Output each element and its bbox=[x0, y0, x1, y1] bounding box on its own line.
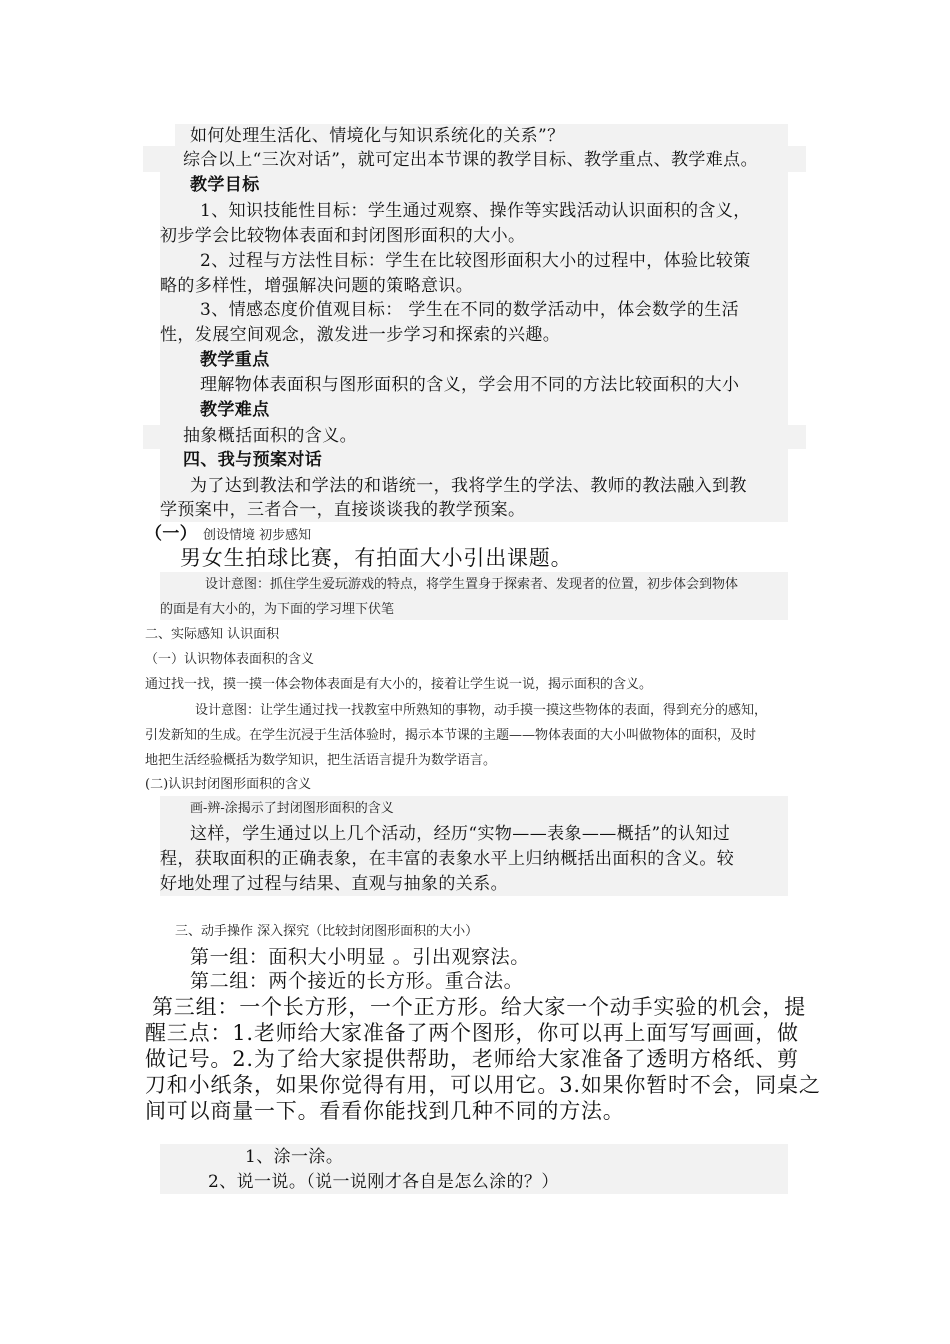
design-note: 地把生活经验概括为数学知识，把生活语言提升为数学语言。 bbox=[145, 753, 497, 768]
section-heading: 四、我与预案对话 bbox=[183, 450, 323, 470]
section-heading: 三、动手操作 深入探究（比较封闭图形面积的大小） bbox=[175, 924, 479, 939]
text-line: 2、说一说。（说一说刚才各自是怎么涂的？） bbox=[208, 1172, 559, 1192]
section-heading: 教学重点 bbox=[200, 350, 270, 370]
text-line: 做记号。2.为了给大家提供帮助，老师给大家准备了透明方格纸、剪 bbox=[145, 1047, 799, 1071]
text-line: 1、涂一涂。 bbox=[245, 1147, 344, 1167]
text-line: 通过找一找，摸一摸一体会物体表面是有大小的，接着让学生说一说，揭示面积的含义。 bbox=[145, 677, 653, 692]
section-heading: 创设情境 初步感知 bbox=[203, 528, 312, 543]
text-line: 3、情感态度价值观目标： 学生在不同的数学活动中，体会数学的生活 bbox=[200, 300, 740, 320]
text-line: 理解物体表面积与图形面积的含义，学会用不同的方法比较面积的大小 bbox=[200, 375, 740, 395]
text-line: 好地处理了过程与结果、直观与抽象的关系。 bbox=[160, 874, 508, 894]
text-line: 抽象概括面积的含义。 bbox=[183, 426, 357, 446]
text-line: 如何处理生活化、情境化与知识系统化的关系”？ bbox=[190, 126, 565, 146]
text-line: 1、知识技能性目标：学生通过观察、操作等实践活动认识面积的含义， bbox=[200, 201, 751, 221]
subsection-heading: (二)认识封闭图形面积的含义 bbox=[145, 777, 312, 792]
text-line: 画-辨-涂揭示了封闭图形面积的含义 bbox=[190, 801, 394, 816]
text-line: 综合以上“三次对话”，就可定出本节课的教学目标、教学重点、教学难点。 bbox=[183, 150, 758, 170]
design-note: 设计意图：让学生通过找一找教室中所熟知的事物，动手摸一摸这些物体的表面，得到充分的感知， bbox=[195, 703, 768, 718]
text-line: 男女生拍球比赛，有拍面大小引出课题。 bbox=[180, 546, 573, 570]
text-line: 略的多样性，增强解决问题的策略意识。 bbox=[160, 276, 474, 296]
section-heading: 教学目标 bbox=[190, 175, 260, 195]
text-line: 2、过程与方法性目标：学生在比较图形面积大小的过程中，体验比较策 bbox=[200, 251, 751, 271]
design-note: 设计意图：抓住学生爱玩游戏的特点，将学生置身于探索者、发现者的位置，初步体会到物体 bbox=[205, 577, 739, 592]
text-line: 刀和小纸条，如果你觉得有用，可以用它。3.如果你暂时不会，同桌之 bbox=[145, 1073, 821, 1097]
text-line: 性，发展空间观念，激发进一步学习和探索的兴趣。 bbox=[160, 325, 561, 345]
text-line: 学预案中，三者合一，直接谈谈我的教学预案。 bbox=[160, 500, 526, 520]
text-line: 第二组：两个接近的长方形。重合法。 bbox=[190, 970, 524, 992]
section-heading: 教学难点 bbox=[200, 400, 270, 420]
text-line: 醒三点：1.老师给大家准备了两个图形，你可以再上面写写画画，做 bbox=[145, 1021, 799, 1045]
section-heading: 二、实际感知 认识面积 bbox=[145, 627, 280, 642]
section-number: （一） bbox=[145, 524, 198, 544]
text-line: 第一组：面积大小明显 。引出观察法。 bbox=[190, 946, 530, 968]
text-line: 初步学会比较物体表面和封闭图形面积的大小。 bbox=[160, 226, 526, 246]
design-note: 引发新知的生成。在学生沉浸于生活体验时，揭示本节课的主题——物体表面的大小叫做物体的面积，及时 bbox=[145, 728, 757, 743]
text-line: 间可以商量一下。看看你能找到几种不同的方法。 bbox=[145, 1099, 625, 1123]
text-line: 第三组：一个长方形，一个正方形。给大家一个动手实验的机会，提 bbox=[152, 995, 806, 1019]
text-line: 为了达到教法和学法的和谐统一，我将学生的学法、教师的教法融入到教 bbox=[190, 476, 747, 496]
design-note: 的面是有大小的，为下面的学习埋下伏笔 bbox=[160, 602, 395, 617]
subsection-heading: （一）认识物体表面积的含义 bbox=[145, 652, 315, 667]
text-line: 这样，学生通过以上几个活动，经历“实物——表象——概括”的认知过 bbox=[190, 824, 731, 844]
text-line: 程，获取面积的正确表象，在丰富的表象水平上归纳概括出面积的含义。较 bbox=[160, 849, 735, 869]
